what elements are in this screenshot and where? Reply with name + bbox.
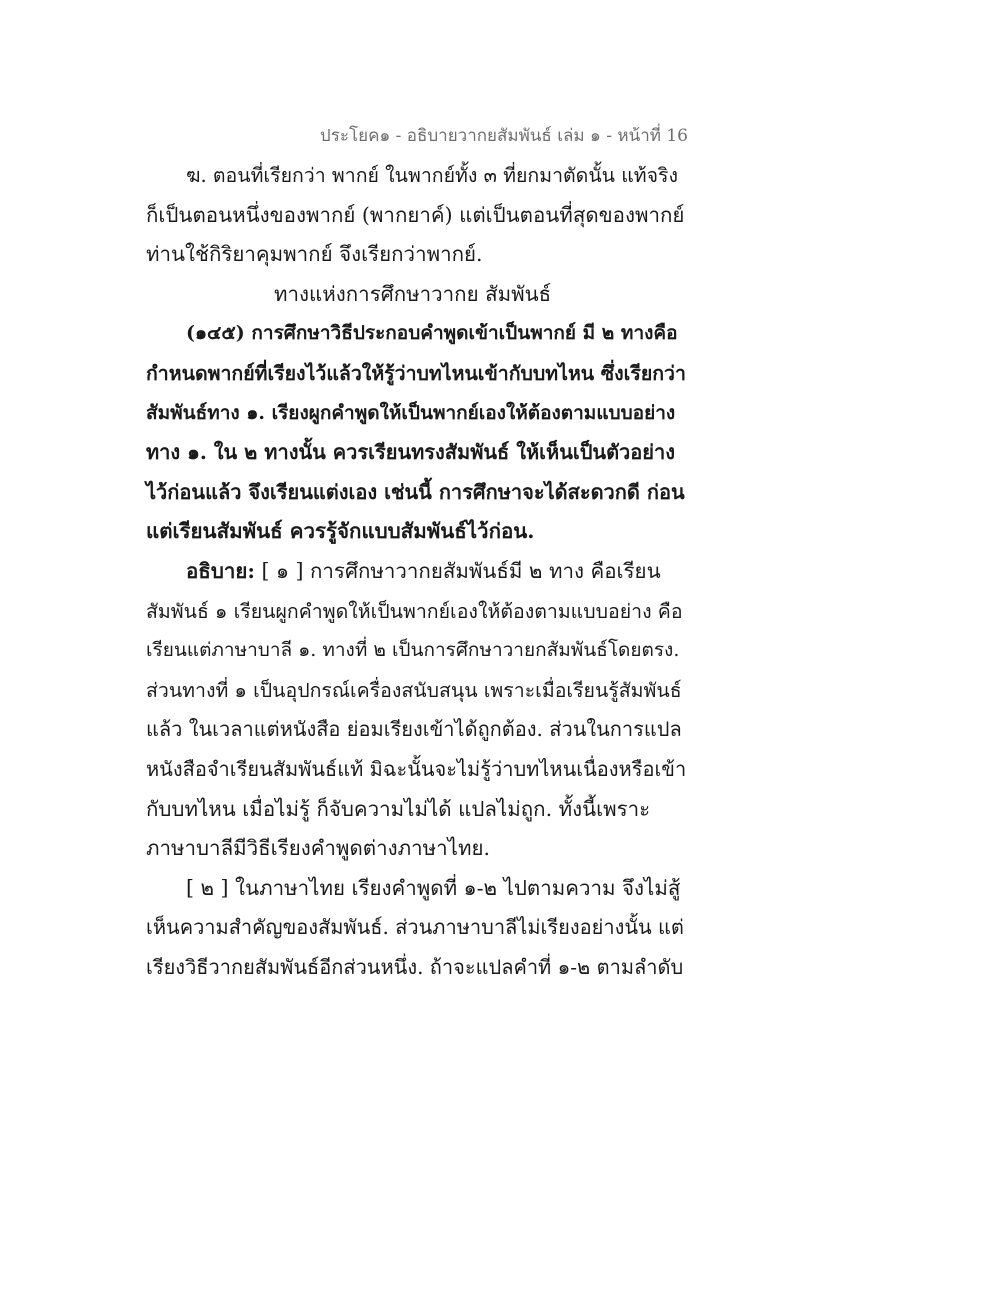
rule-paragraph-line-2: กำหนดพากย์ที่เรียงไว้แล้วให้รู้ว่าบทไหนเข้ากับบทไหน ซึ่งเรียกว่า (146, 361, 686, 385)
explanation-line-8: ภาษาบาลีมีวิธีเรียงคำพูดต่างภาษาไทย. (146, 836, 490, 861)
explanation-line-6: หนังสือจำเรียนสัมพันธ์แท้ มิฉะนั้นจะไม่รู้ว่าบทไหนเนื่องหรือเข้า (146, 756, 687, 781)
paragraph-1-line-1: ฆ. ตอนที่เรียกว่า พากย์ ในพากย์ทั้ง ๓ ที่ยกมาตัดนั้น แท้จริง (186, 164, 679, 187)
rule-paragraph-line-4: ทาง ๑. ใน ๒ ทางนั้น ควรเรียนทรงสัมพันธ์ ให้เห็นเป็นตัวอย่าง (146, 440, 676, 465)
paragraph-4-line-3: เรียงวิธีวากยสัมพันธ์อีกส่วนหนึ่ง. ถ้าจะแปลคำที่ ๑-๒ ตามลำดับ (146, 954, 684, 979)
explanation-line-2: สัมพันธ์ ๑ เรียนผูกคำพูดให้เป็นพากย์เองให้ต้องตามแบบอย่าง คือ (146, 599, 683, 623)
rule-paragraph-line-5: ไว้ก่อนแล้ว จึงเรียนแต่งเอง เช่นนี้ การศึกษาจะได้สะดวกดี ก่อน (146, 479, 685, 504)
section-title: ทางแห่งการศึกษาวากย สัมพันธ์ (274, 281, 552, 306)
explanation-line-4: ส่วนทางที่ ๑ เป็นอุปกรณ์เครื่องสนับสนุน เพราะเมื่อเรียนรู้สัมพันธ์ (146, 678, 682, 702)
explanation-line-7: กับบทไหน เมื่อไม่รู้ ก็จับความไม่ได้ แปลไม่ถูก. ทั้งนี้เพราะ (146, 796, 651, 821)
explanation-line-1 (146, 552, 686, 592)
page-body (146, 156, 686, 987)
running-header: ประโยค๑ - อธิบายวากยสัมพันธ์ เล่ม ๑ - หน้าที่ 16 (319, 126, 688, 146)
explanation-line-3: เรียนแต่ภาษาบาลี ๑. ทางที่ ๒ เป็นการศึกษาวายกสัมพันธ์โดยตรง. (146, 639, 680, 662)
rule-paragraph-line-1: (๑๔๕) การศึกษาวิธีประกอบคำพูดเข้าเป็นพากย์ มี ๒ ทางคือ (186, 322, 678, 345)
rule-paragraph-line-3: สัมพันธ์ทาง ๑. เรียงผูกคำพูดให้เป็นพากย์เองให้ต้องตามแบบอย่าง (146, 401, 676, 424)
paragraph-1-line-3: ท่านใช้กิริยาคุมพากย์ จึงเรียกว่าพากย์. (146, 242, 483, 267)
rule-paragraph-line-6: แต่เรียนสัมพันธ์ ควรรู้จักแบบสัมพันธ์ไว้ก่อน. (146, 519, 535, 544)
explanation-label: อธิบาย: (186, 558, 255, 583)
paragraph-4-line-1: [ ๒ ] ในภาษาไทย เรียงคำพูดที่ ๑-๒ ไปตามความ จึงไม่สู้ (186, 875, 681, 900)
explanation-line-1-text: [ ๑ ] การศึกษาวากยสัมพันธ์มี ๒ ทาง คือเรียน (254, 558, 661, 583)
explanation-line-5: แล้ว ในเวลาแต่หนังสือ ย่อมเรียงเข้าได้ถูกต้อง. ส่วนในการแปล (146, 717, 682, 742)
paragraph-1-line-2: ก็เป็นตอนหนึ่งของพากย์ (พากยาค์) แต่เป็นตอนที่สุดของพากย์ (146, 202, 685, 227)
paragraph-4-line-2: เห็นความสำคัญของสัมพันธ์. ส่วนภาษาบาลีไม่เรียงอย่างนั้น แต่ (146, 915, 684, 940)
